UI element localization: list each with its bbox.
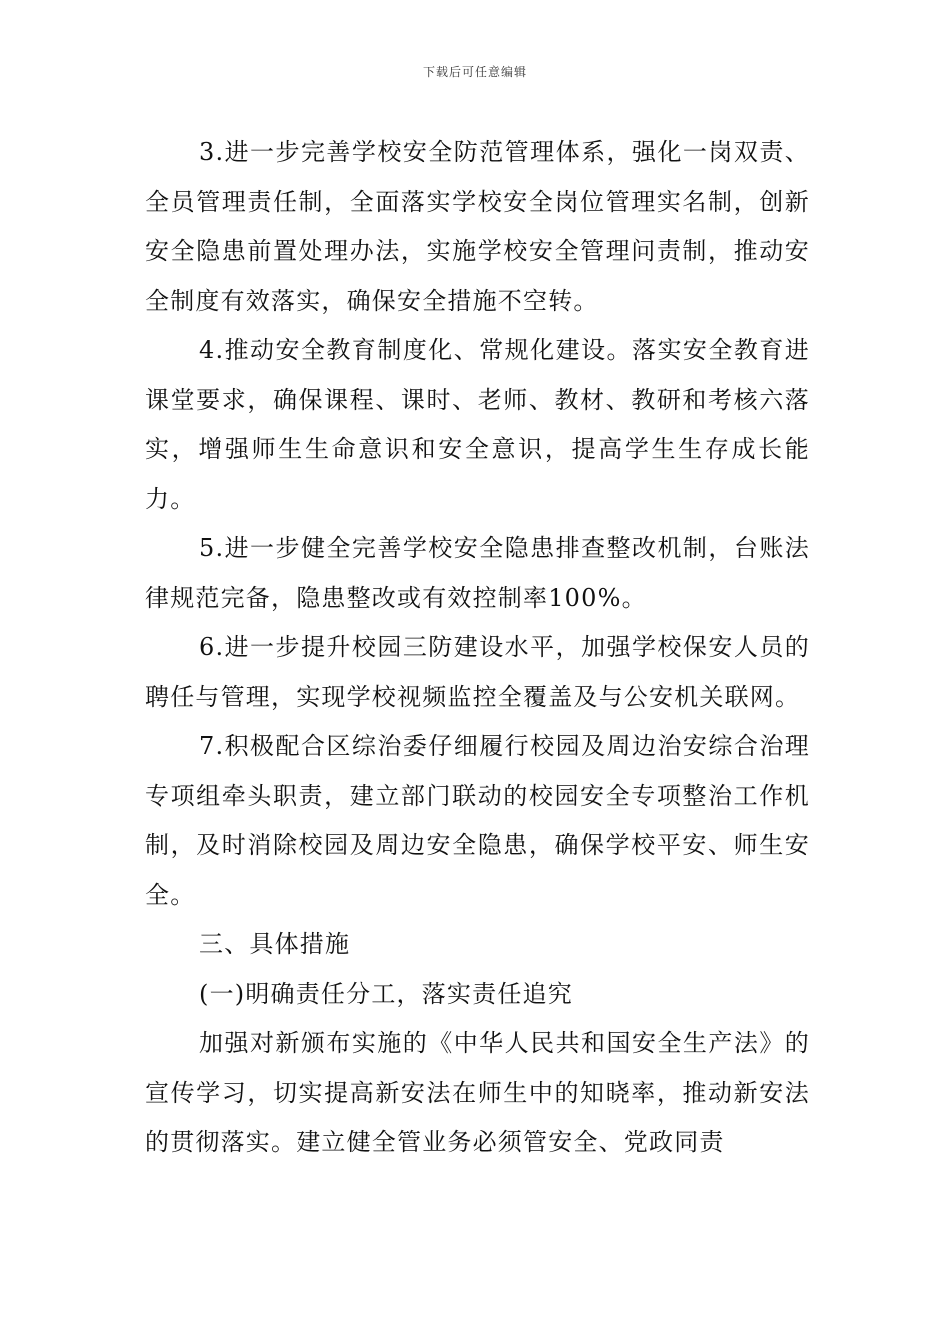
paragraph-item-4: 4.推动安全教育制度化、常规化建设。落实安全教育进课堂要求，确保课程、课时、老师、教材、教研和考核六落实，增强师生生命意识和安全意识，提高学生生存成长能力。 [145,336,810,513]
section-heading: 三、具体措施 [199,930,351,958]
subsection-heading: (一)明确责任分工，落实责任追究 [199,979,573,1008]
paragraph-item-5: 5.进一步健全完善学校安全隐患排查整改机制，台账法律规范完备，隐患整改或有效控制率100%。 [145,534,810,612]
body-paragraph: 加强对新颁布实施的《中华人民共和国安全生产法》的宣传学习，切实提高新安法在师生中的知晓率，推动新安法的贯彻落实。建立健全管业务必须管安全、党政同责 [145,1029,810,1156]
paragraph-item-6: 6.进一步提升校园三防建设水平，加强学校保安人员的聘任与管理，实现学校视频监控全覆盖及与公安机关联网。 [145,633,810,711]
document-body [145,128,810,1168]
paragraph-item-3: 3.进一步完善学校安全防范管理体系，强化一岗双责、全员管理责任制，全面落实学校安全岗位管理实名制，创新安全隐患前置处理办法，实施学校安全管理问责制，推动安全制度有效落实，确保安全措施不空转。 [145,138,810,315]
page-header: 下载后可任意编辑 [422,65,527,79]
paragraph-item-7: 7.积极配合区综治委仔细履行校园及周边治安综合治理专项组牵头职责，建立部门联动的校园安全专项整治工作机制，及时消除校园及周边安全隐患，确保学校平安、师生安全。 [145,732,810,909]
